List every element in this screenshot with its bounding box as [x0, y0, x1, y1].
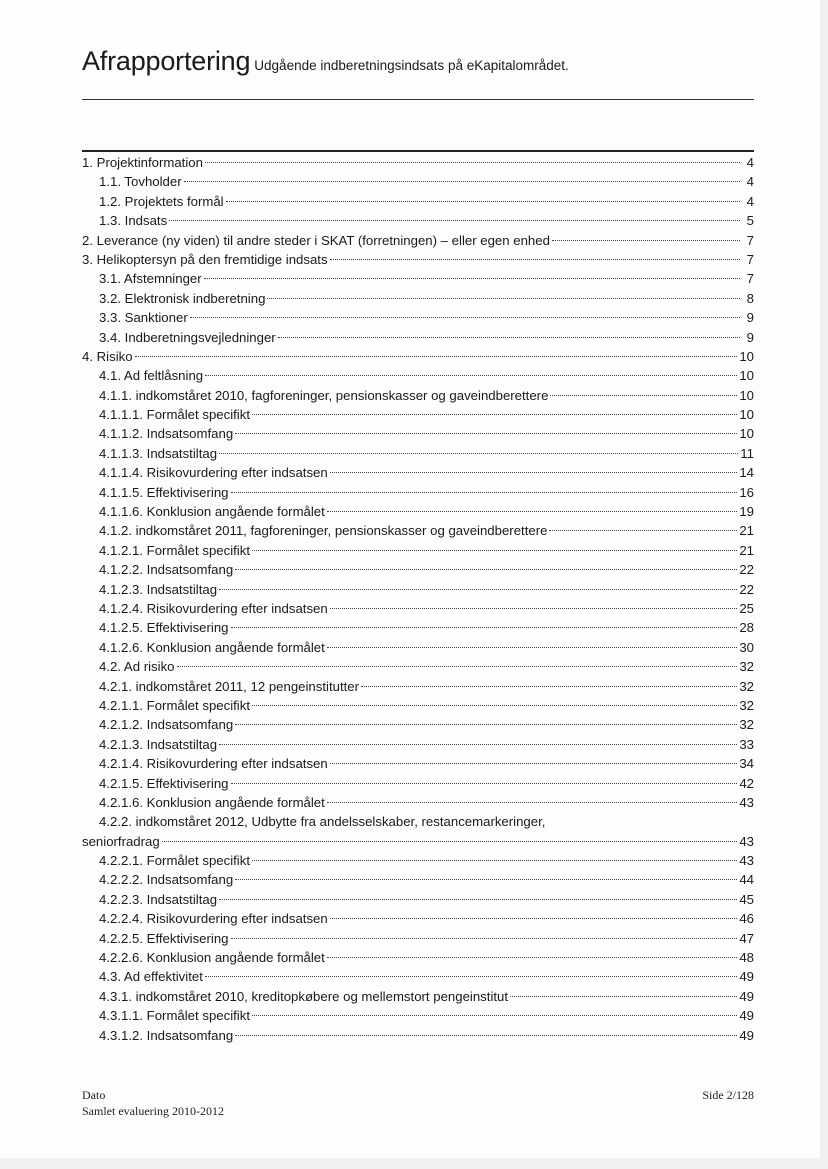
toc-entry[interactable]	[82, 405, 754, 424]
toc-entry-page: 32	[739, 659, 754, 675]
toc-entry-page: 14	[739, 465, 754, 481]
toc-entry[interactable]	[82, 987, 754, 1006]
toc-leader-dots	[231, 627, 738, 628]
toc-entry-page: 7	[746, 271, 754, 287]
toc-entry-page: 10	[739, 426, 754, 442]
toc-entry-title: 1.2. Projektets formål	[99, 193, 224, 209]
toc-entry[interactable]	[82, 328, 754, 347]
toc-entry[interactable]	[82, 231, 754, 250]
toc-entry-page: 42	[739, 775, 754, 791]
toc-entry-title: 4.1.1.4. Risikovurdering efter indsatsen	[99, 465, 328, 481]
toc-entry-page: 16	[739, 484, 754, 500]
toc-entry[interactable]	[82, 153, 754, 172]
toc-entry-title: 3.3. Sanktioner	[99, 310, 188, 326]
toc-entry-page: 45	[739, 891, 754, 907]
toc-entry-page: 32	[739, 717, 754, 733]
toc-entry-page: 43	[739, 794, 754, 810]
toc-top-rule	[82, 150, 754, 152]
toc-entry[interactable]	[82, 696, 754, 715]
toc-entry-title: 4.3. Ad effektivitet	[99, 969, 203, 985]
toc-entry-title: 4.1.2.1. Formålet specifikt	[99, 542, 250, 558]
toc-leader-dots	[219, 899, 737, 900]
toc-entry[interactable]	[82, 541, 754, 560]
toc-leader-dots	[231, 938, 738, 939]
toc-entry-page: 49	[739, 1008, 754, 1024]
toc-leader-dots	[205, 976, 737, 977]
toc-entry-title: 4.3.1. indkomståret 2010, kreditopkøbere og mellemstort pengeinstitut	[99, 988, 509, 1004]
toc-entry-page: 43	[739, 853, 754, 869]
toc-entry[interactable]	[82, 444, 754, 463]
toc-entry[interactable]	[82, 347, 754, 366]
toc-entry-title-line2: seniorfradrag	[82, 833, 160, 849]
toc-entry-page: 22	[739, 581, 754, 597]
toc-leader-dots	[361, 686, 737, 687]
toc-leader-dots	[205, 162, 740, 163]
toc-entry[interactable]	[82, 289, 754, 308]
toc-entry-title: 4.1.2.4. Risikovurdering efter indsatsen	[99, 600, 328, 616]
toc-entry-title: 4.1.1.6. Konklusion angående formålet	[99, 504, 325, 520]
toc-leader-dots	[235, 879, 737, 880]
toc-entry-page: 32	[739, 697, 754, 713]
toc-entry-title: 4.2.2.1. Formålet specifikt	[99, 853, 250, 869]
toc-leader-dots	[204, 278, 740, 279]
toc-leader-dots	[267, 298, 740, 299]
toc-leader-dots	[235, 433, 737, 434]
toc-entry-title: 4.1. Ad feltlåsning	[99, 368, 204, 384]
toc-entry[interactable]	[82, 308, 754, 327]
toc-entry[interactable]	[82, 851, 754, 870]
toc-entry-page: 10	[739, 368, 754, 384]
toc-entry-page: 30	[739, 639, 754, 655]
toc-entry-title: 1.3. Indsats	[99, 213, 168, 229]
toc-entry[interactable]	[82, 735, 754, 754]
toc-entry-page: 49	[739, 988, 754, 1004]
toc-entry-title: 3. Helikoptersyn på den fremtidige indsats	[82, 251, 328, 267]
toc-leader-dots	[235, 1035, 737, 1036]
footer-document-name: Samlet evaluering 2010-2012	[82, 1104, 224, 1118]
toc-entry[interactable]	[82, 211, 754, 230]
toc-entry[interactable]	[82, 909, 754, 928]
toc-leader-dots	[330, 918, 738, 919]
toc-leader-dots	[330, 763, 738, 764]
toc-entry-page: 25	[739, 600, 754, 616]
toc-entry-title: 4.2.2.6. Konklusion angående formålet	[99, 950, 325, 966]
toc-entry-title: 4.2.2.5. Effektivisering	[99, 930, 229, 946]
toc-entry-page: 21	[739, 542, 754, 558]
toc-entry-page: 4	[746, 193, 754, 209]
toc-entry[interactable]	[82, 269, 754, 288]
footer-page-number: Side 2/128	[702, 1088, 754, 1102]
toc-leader-dots	[169, 220, 740, 221]
toc-leader-dots	[252, 414, 737, 415]
toc-entry[interactable]	[82, 638, 754, 657]
toc-entry-page: 32	[739, 678, 754, 694]
toc-leader-dots	[235, 569, 737, 570]
toc-entry-title: 4.1.2.6. Konklusion angående formålet	[99, 639, 325, 655]
toc-entry-title: 4.2.1.1. Formålet specifikt	[99, 697, 250, 713]
toc-entry-page: 9	[746, 329, 754, 345]
toc-entry-page: 43	[739, 833, 754, 849]
toc-entry-page: 7	[746, 232, 754, 248]
toc-entry-title: 4.1.1.1. Formålet specifikt	[99, 407, 250, 423]
toc-entry-page: 28	[739, 620, 754, 636]
toc-entry[interactable]	[82, 580, 754, 599]
footer-date-label: Dato	[82, 1088, 106, 1102]
toc-entry-page: 49	[739, 1027, 754, 1043]
toc-entry-title: 4.1.1.3. Indsatstiltag	[99, 445, 218, 461]
toc-leader-dots	[235, 724, 737, 725]
toc-entry[interactable]	[82, 463, 754, 482]
toc-entry[interactable]	[82, 502, 754, 521]
toc-entry[interactable]	[82, 599, 754, 618]
toc-entry-title: 4.2. Ad risiko	[99, 659, 175, 675]
toc-leader-dots	[549, 530, 737, 531]
toc-entry[interactable]	[82, 192, 754, 211]
toc-leader-dots	[252, 1015, 737, 1016]
toc-entry[interactable]	[82, 657, 754, 676]
toc-entry-page: 4	[746, 155, 754, 170]
toc-entry-page: 4	[746, 174, 754, 190]
toc-entry[interactable]	[82, 424, 754, 443]
toc-entry-title: 4.2.1. indkomståret 2011, 12 pengeinstitutter	[99, 678, 360, 694]
toc-entry-title: 3.4. Indberetningsvejledninger	[99, 329, 276, 345]
toc-entry-title: 4.2.1.4. Risikovurdering efter indsatsen	[99, 756, 328, 772]
toc-tail-list	[82, 851, 754, 1045]
toc-leader-dots	[219, 453, 738, 454]
toc-entry-page: 9	[746, 310, 754, 326]
toc-entry-page: 46	[739, 911, 754, 927]
toc-entry-title: 1. Projektinformation	[82, 155, 203, 170]
toc-entry-title-line1: 4.2.2. indkomståret 2012, Udbytte fra andelsselskaber, restancemarkeringer,	[99, 814, 546, 830]
toc-entry-title-line2-row	[82, 832, 754, 851]
toc-entry-page: 33	[739, 736, 754, 752]
toc-entry[interactable]	[82, 967, 754, 986]
toc-leader-dots	[252, 860, 737, 861]
toc-entry[interactable]	[82, 774, 754, 793]
toc-leader-dots	[226, 201, 740, 202]
toc-entry-title: 4.1.1.2. Indsatsomfang	[99, 426, 234, 442]
toc-entry-title: 4.1.1. indkomståret 2010, fagforeninger, pensionskasser og gaveindberettere	[99, 387, 549, 403]
toc-entry[interactable]	[82, 870, 754, 889]
toc-entry[interactable]	[82, 1006, 754, 1025]
toc-entry-title: 4.2.2.3. Indsatstiltag	[99, 891, 218, 907]
table-of-contents	[82, 153, 754, 1045]
toc-entry[interactable]	[82, 250, 754, 269]
toc-entry-page: 10	[739, 387, 754, 403]
toc-entry[interactable]	[82, 1026, 754, 1045]
toc-entry-title: 4.1.2. indkomståret 2011, fagforeninger, pensionskasser og gaveindberettere	[99, 523, 548, 539]
toc-entry-title: 4.2.1.5. Effektivisering	[99, 775, 229, 791]
toc-entry-title: 4.1.1.5. Effektivisering	[99, 484, 229, 500]
toc-entry-page: 10	[739, 407, 754, 423]
toc-entry-title: 4.2.1.2. Indsatsomfang	[99, 717, 234, 733]
toc-entry-page: 10	[739, 348, 754, 364]
toc-entry-page: 48	[739, 950, 754, 966]
toc-entry[interactable]	[82, 483, 754, 502]
toc-leader-dots	[252, 550, 737, 551]
toc-entry[interactable]	[82, 948, 754, 967]
toc-entry[interactable]	[82, 754, 754, 773]
toc-entry-title: 4.3.1.1. Formålet specifikt	[99, 1008, 250, 1024]
page-subtitle: Udgående indberetningsindsats på eKapitalområdet.	[254, 58, 569, 73]
toc-leader-dots	[327, 647, 738, 648]
toc-leader-dots	[327, 511, 738, 512]
toc-entry[interactable]	[82, 366, 754, 385]
toc-entry-page: 7	[746, 251, 754, 267]
toc-entry-title: 1.1. Tovholder	[99, 174, 182, 190]
toc-leader-dots	[552, 240, 740, 241]
toc-leader-dots	[135, 356, 738, 357]
toc-entry[interactable]	[82, 560, 754, 579]
toc-leader-dots	[327, 957, 738, 958]
toc-leader-dots	[252, 705, 737, 706]
toc-entry[interactable]	[82, 715, 754, 734]
toc-entry[interactable]	[82, 521, 754, 540]
toc-entry[interactable]	[82, 386, 754, 405]
header-divider	[82, 99, 754, 100]
toc-leader-dots	[550, 395, 737, 396]
toc-entry[interactable]	[82, 890, 754, 909]
toc-leader-dots	[184, 181, 740, 182]
toc-entry-page: 34	[739, 756, 754, 772]
toc-entry[interactable]	[82, 929, 754, 948]
toc-leader-dots	[327, 802, 738, 803]
toc-leader-dots	[162, 841, 738, 842]
toc-leader-dots	[219, 744, 737, 745]
toc-leader-dots	[278, 337, 740, 338]
toc-leader-dots	[330, 259, 740, 260]
toc-entry-title: 4.2.1.3. Indsatstiltag	[99, 736, 218, 752]
toc-entry[interactable]	[82, 793, 754, 812]
toc-entry-title: 4. Risiko	[82, 348, 133, 364]
toc-entry-page: 22	[739, 562, 754, 578]
page-footer	[82, 1087, 754, 1119]
toc-entry-page: 19	[739, 504, 754, 520]
toc-entry-page: 49	[739, 969, 754, 985]
toc-leader-dots	[205, 375, 737, 376]
toc-entry[interactable]	[82, 677, 754, 696]
toc-entry-page: 5	[746, 213, 754, 229]
toc-leader-dots	[219, 589, 737, 590]
toc-entry-title: 4.2.2.2. Indsatsomfang	[99, 872, 234, 888]
toc-entry-title: 4.3.1.2. Indsatsomfang	[99, 1027, 234, 1043]
toc-entry-title: 4.2.2.4. Risikovurdering efter indsatsen	[99, 911, 328, 927]
page-header	[82, 46, 754, 77]
toc-entry-page: 44	[739, 872, 754, 888]
toc-entry-title: 4.1.2.3. Indsatstiltag	[99, 581, 218, 597]
toc-entry-page: 11	[740, 445, 754, 461]
toc-leader-dots	[190, 317, 740, 318]
toc-entry-page: 8	[746, 290, 754, 306]
toc-entry-title: 4.1.2.2. Indsatsomfang	[99, 562, 234, 578]
toc-entry-title: 4.2.1.6. Konklusion angående formålet	[99, 794, 325, 810]
toc-entry-wrapped[interactable]	[82, 812, 754, 851]
toc-entry-title: 4.1.2.5. Effektivisering	[99, 620, 229, 636]
page-title: Afrapportering	[82, 46, 251, 76]
toc-entry-page: 47	[739, 930, 754, 946]
toc-leader-dots	[330, 608, 738, 609]
toc-entry-title: 2. Leverance (ny viden) til andre steder i SKAT (forretningen) – eller egen enhed	[82, 232, 550, 248]
toc-leader-dots	[231, 492, 738, 493]
toc-main-list	[82, 153, 754, 812]
toc-entry-page: 21	[739, 523, 754, 539]
toc-entry[interactable]	[82, 172, 754, 191]
toc-entry-title: 3.1. Afstemninger	[99, 271, 202, 287]
toc-leader-dots	[510, 996, 737, 997]
toc-leader-dots	[177, 666, 738, 667]
toc-leader-dots	[330, 472, 738, 473]
toc-leader-dots	[231, 783, 738, 784]
toc-entry[interactable]	[82, 618, 754, 637]
toc-entry-title: 3.2. Elektronisk indberetning	[99, 290, 266, 306]
